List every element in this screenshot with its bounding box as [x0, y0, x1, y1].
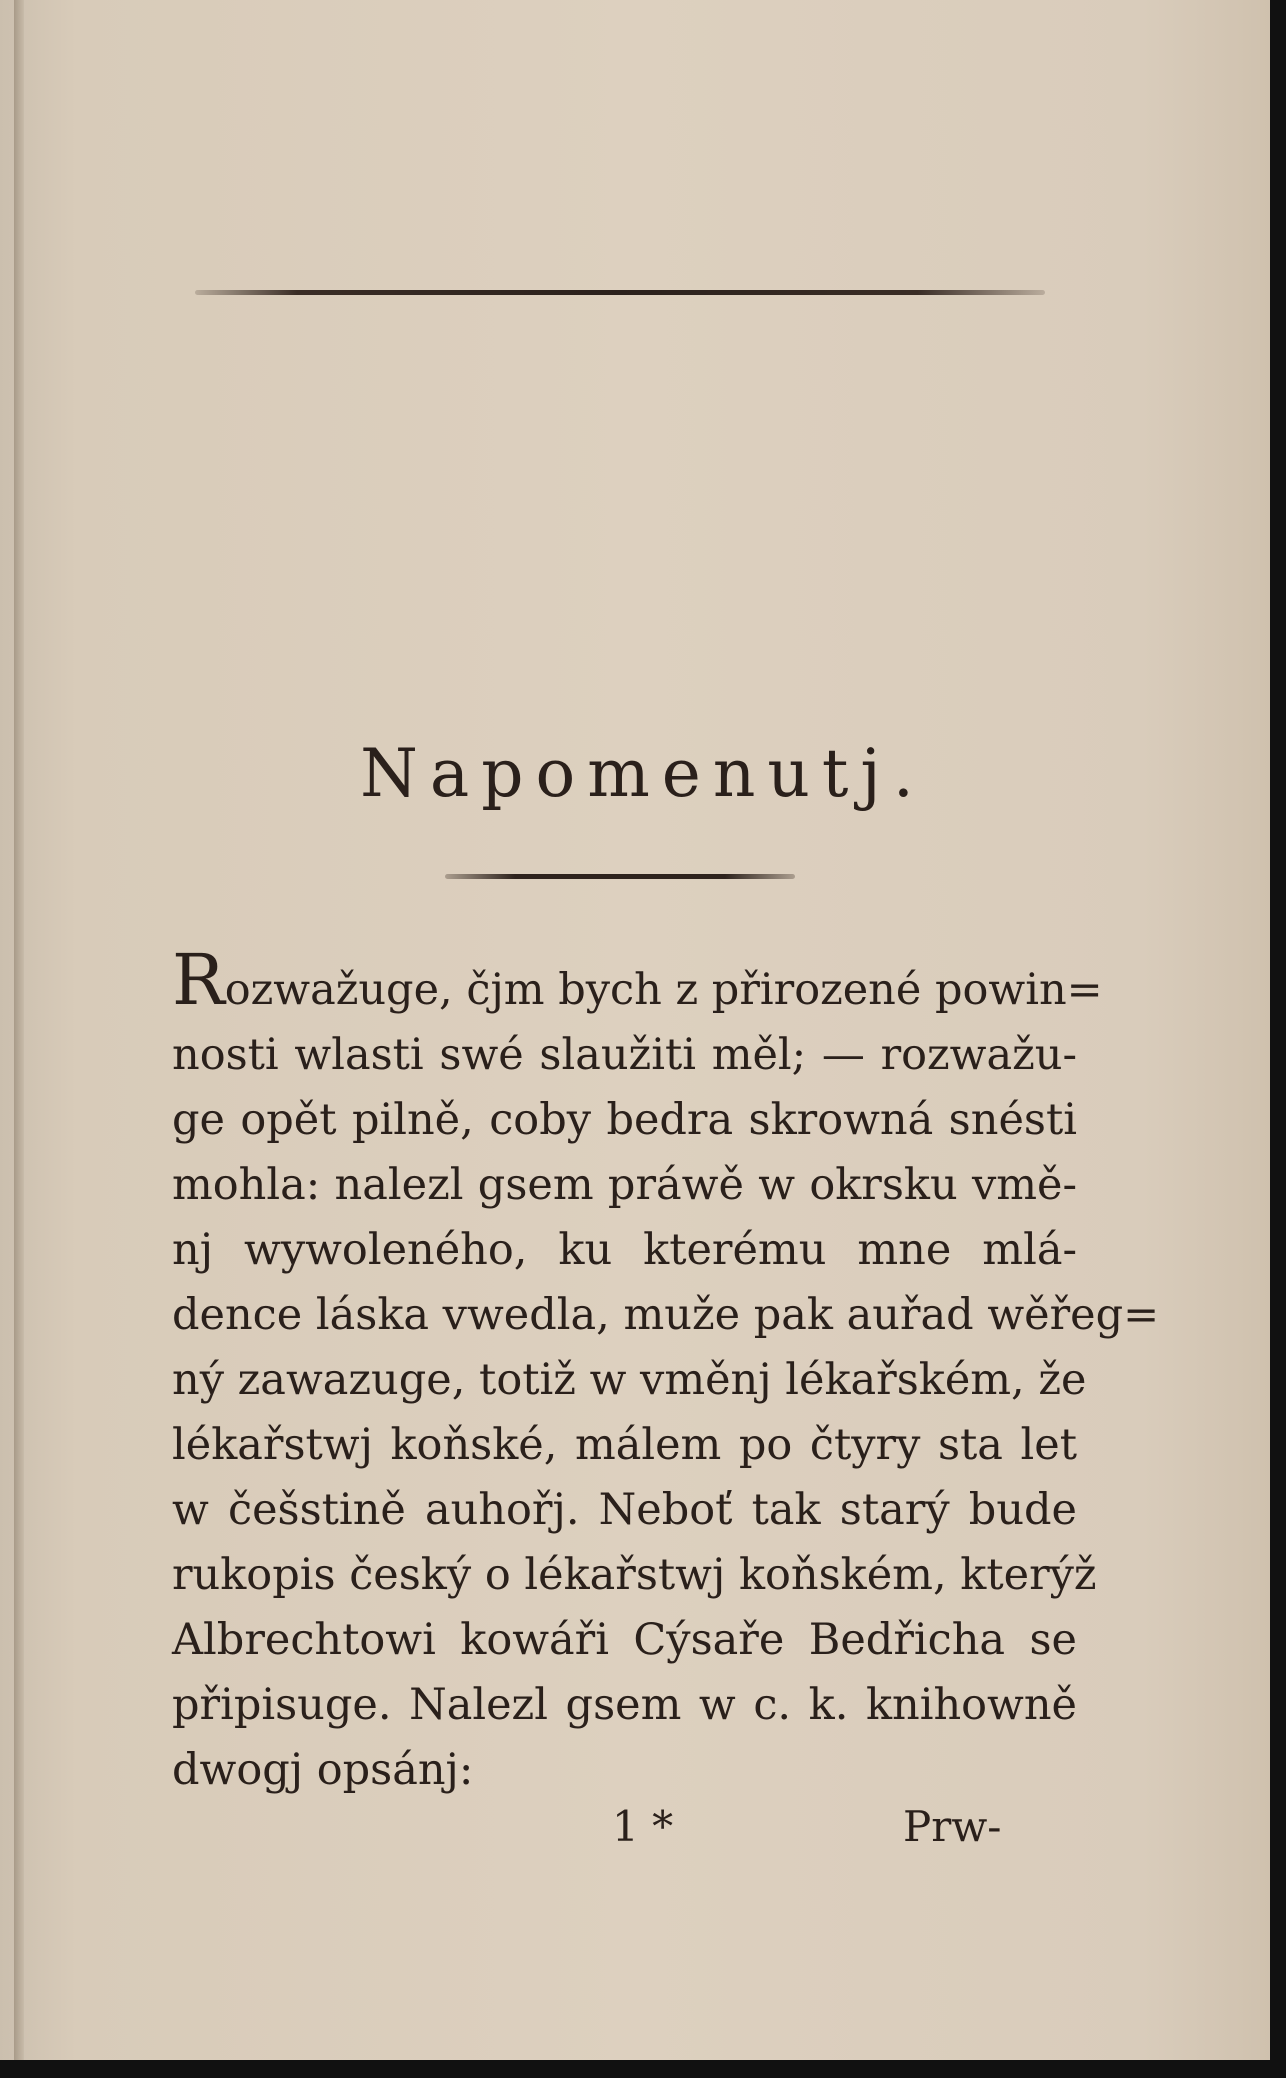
text-line: nj wywoleného, ku kterému mne mlá-: [172, 1225, 1077, 1275]
text-line: Rozwažuge, čjm bych z přirozené powin=: [172, 939, 1103, 1021]
text-line: připisuge. Nalezl gsem w c. k. knihowně: [172, 1680, 1077, 1730]
drop-cap: R: [172, 939, 225, 1021]
text-line: ge opět pilně, coby bedra skrowná snésti: [172, 1095, 1077, 1145]
catchword: Prw-: [903, 1802, 1002, 1851]
heading-underline-rule: [445, 874, 795, 879]
text-line: nosti wlasti swé slaužiti měl; — rozwažu-: [172, 1030, 1077, 1080]
text-line: dence láska vwedla, muže pak auřad wěřeg=: [172, 1290, 1160, 1340]
text-line: ný zawazuge, totiž w vměnj lékařském, že: [172, 1355, 1087, 1405]
text-line: Albrechtowi kowáři Cýsaře Bedřicha se: [172, 1615, 1077, 1665]
text-line: lékařstwj koňské, málem po čtyry sta let: [172, 1420, 1077, 1470]
page-heading: Napomenutj.: [360, 735, 926, 812]
text-line: w češstině auhořj. Neboť tak starý bude: [172, 1485, 1077, 1535]
text-line: rukopis český o lékařstwj koňském, kterýž: [172, 1550, 1097, 1600]
text-line: mohla: nalezl gsem práwě w okrsku vmě-: [172, 1160, 1077, 1210]
page-spine-edge: [14, 0, 24, 2060]
header-rule: [195, 290, 1045, 295]
body-paragraph: [172, 939, 1160, 1803]
text-line: dwogj opsánj:: [172, 1745, 474, 1795]
signature-mark: 1 *: [612, 1802, 674, 1851]
